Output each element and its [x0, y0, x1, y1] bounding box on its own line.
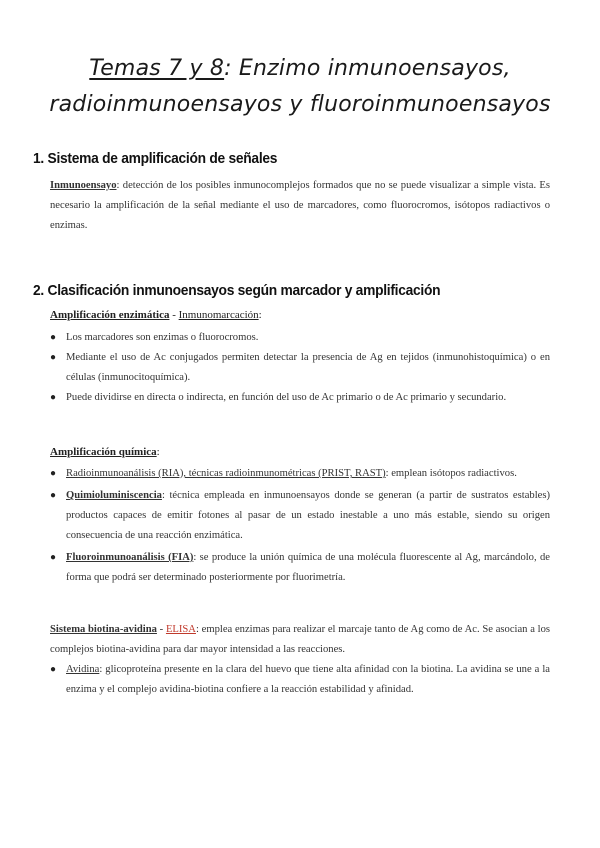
chemical-list	[50, 464, 550, 588]
chemical-colon: :	[156, 446, 160, 458]
list-item	[50, 660, 550, 700]
list-item-text: Mediante el uso de Ac conjugados permiten detectar la presencia de Ag en tejidos (inmunohistoquímica) o en células (inmunocitoquímica).	[66, 352, 550, 383]
enzymatic-subheading	[50, 309, 262, 321]
avidina-term: Avidina	[66, 664, 100, 675]
immunomarking-label: Inmunomarcación	[178, 309, 259, 321]
section1-heading	[33, 150, 277, 167]
biotin-list	[50, 660, 550, 700]
list-item	[50, 348, 550, 388]
ria-term: Radioinmunoanálisis (RIA), técnicas radioinmunométricas (PRIST, RAST)	[66, 468, 386, 479]
chemical-subheading	[50, 446, 160, 458]
section2-heading	[33, 282, 440, 299]
bullet-icon: ●	[50, 552, 57, 563]
list-item-text: Puede dividirse en directa o indirecta, en función del uso de Ac primario o de Ac primario y secundario.	[66, 392, 507, 403]
enzymatic-list	[50, 328, 550, 408]
chemical-label: Amplificación química	[50, 446, 157, 458]
term-inmunoensayo: Inmunoensayo	[50, 180, 117, 191]
list-item-text: Los marcadores son enzimas o fluorocromos.	[66, 332, 259, 343]
enzymatic-label: Amplificación enzimática	[50, 309, 170, 321]
page-title-line1	[0, 56, 600, 81]
elisa-label: ELISA	[165, 624, 196, 635]
biotin-paragraph	[50, 620, 550, 660]
section1-paragraph	[50, 176, 550, 236]
bullet-icon: ●	[50, 664, 57, 675]
title-rest: : Enzimo inmunoensayos,	[224, 56, 511, 81]
list-item	[50, 548, 550, 588]
bullet-icon: ●	[50, 468, 57, 479]
list-item	[50, 388, 550, 408]
bullet-icon: ●	[50, 352, 57, 363]
title-underlined-part: Temas 7 y 8	[89, 56, 225, 81]
section2-number: 2.	[33, 282, 44, 299]
list-item	[50, 464, 550, 484]
chemiluminescence-text: : técnica empleada en inmunoensayos donde se generan (a partir de sustratos estables) productos capaces de emitir fotones al pasar de un estado inestable a uno más estable, siendo su origen consecuencia de una reacción enzimática.	[66, 490, 550, 541]
biotin-sep: -	[156, 624, 166, 635]
biotin-label: Sistema biotina-avidina	[50, 624, 157, 635]
section1-text: : detección de los posibles inmunocomplejos formados que no se puede visualizar a simple vista. Es necesario la amplificación de la señal mediante el uso de marcadores, como fluorocromos, isótopos radiactivos o enzimas.	[50, 180, 550, 231]
biotin-text: : emplea enzimas para realizar el marcaje tanto de Ag como de Ac. Se asocian a los complejos biotina-avidina para dar mayor intensidad a las reacciones.	[50, 624, 550, 655]
bullet-icon: ●	[50, 332, 57, 343]
page-title-line2: radioinmunoensayos y fluoroinmunoensayos	[49, 92, 551, 117]
enzymatic-sep: -	[169, 309, 179, 321]
section2-title: Clasificación inmunoensayos según marcador y amplificación	[47, 282, 441, 299]
list-item	[50, 328, 550, 348]
enzymatic-colon: :	[258, 309, 262, 321]
section1-title: Sistema de amplificación de señales	[47, 150, 278, 167]
fia-term: Fluoroinmunoanálisis (FIA)	[66, 552, 194, 563]
ria-text: : emplean isótopos radiactivos.	[385, 468, 517, 479]
section1-number: 1.	[33, 150, 44, 167]
avidina-text: : glicoproteína presente en la clara del huevo que tiene alta afinidad con la biotina. La avidina se une a la enzima y el complejo avidina-biotina confiere a la reacción estabilidad y afinidad.	[66, 664, 550, 695]
chemiluminescence-term: Quimioluminiscencia	[66, 490, 162, 501]
bullet-icon: ●	[50, 490, 57, 501]
list-item	[50, 486, 550, 546]
bullet-icon: ●	[50, 392, 57, 403]
fia-text: : se produce la unión química de una molécula fluorescente al Ag, marcándolo, de forma que podrá ser determinado posteriormente por fluorimetría.	[66, 552, 550, 583]
